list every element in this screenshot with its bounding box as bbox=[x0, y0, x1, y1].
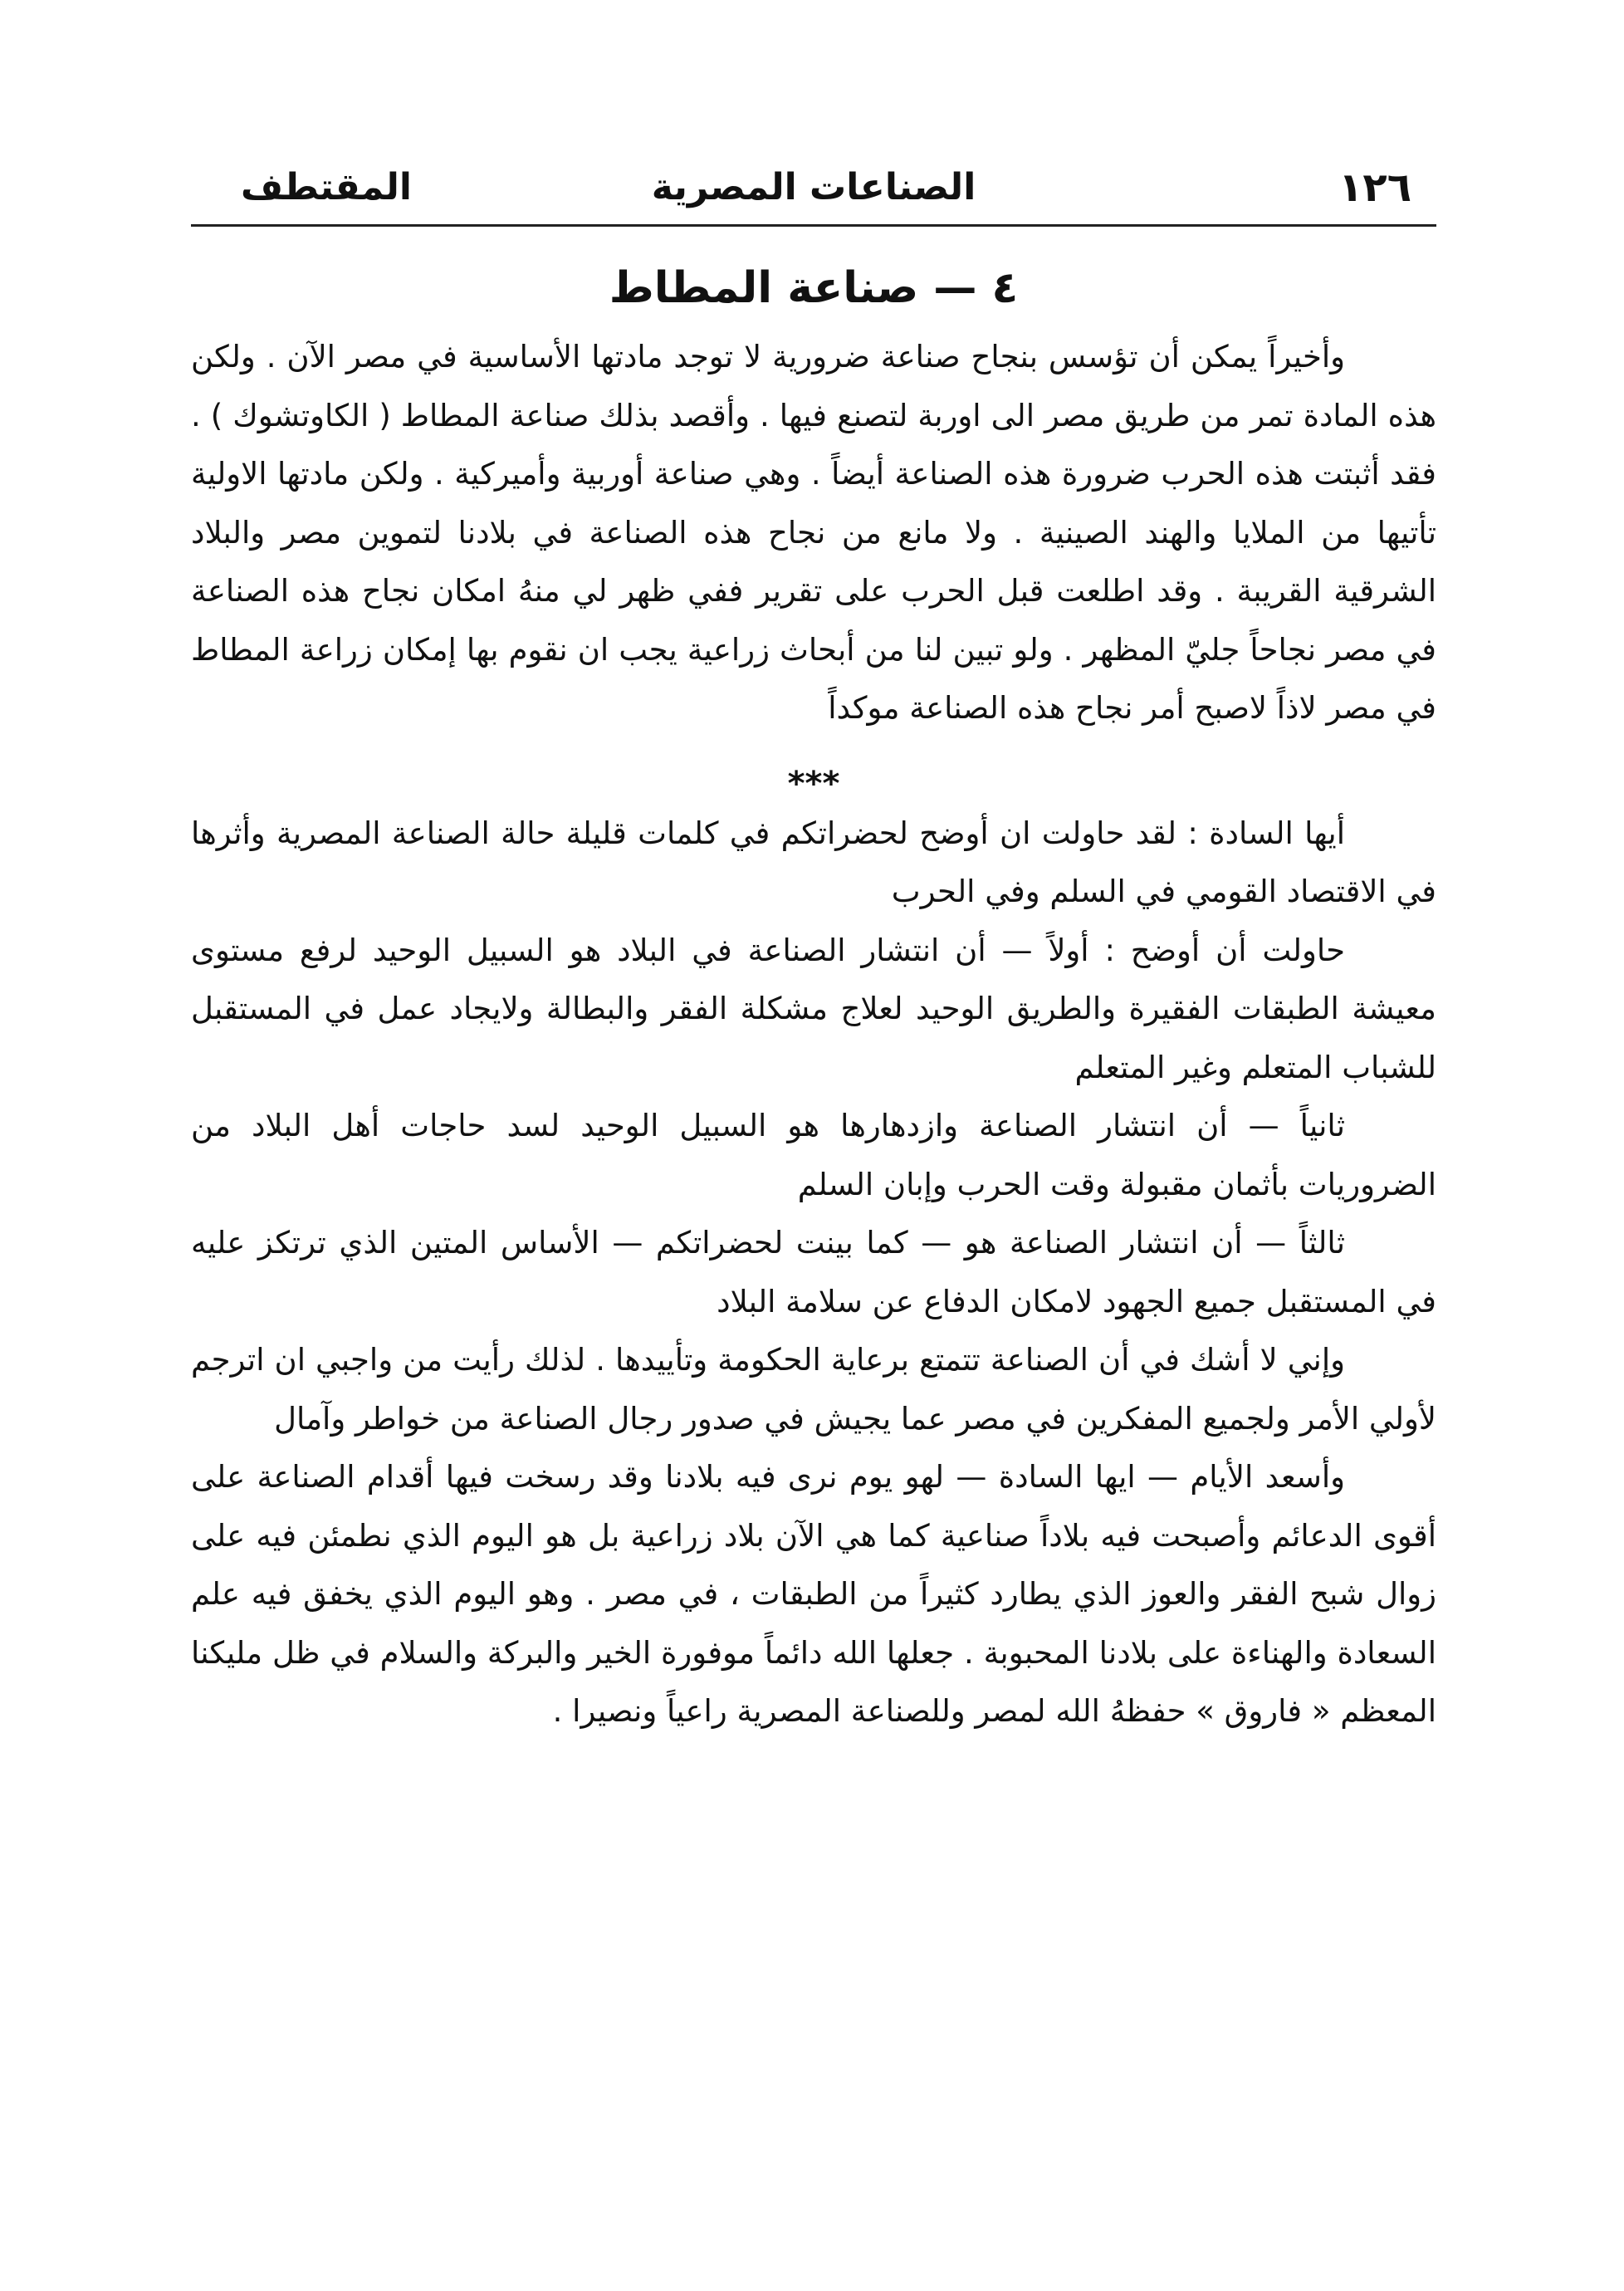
conclusion-paragraph-4: ثالثاً — أن انتشار الصناعة هو — كما بينت لحضراتكم — الأساس المتين الذي ترتكز عليه في المستقبل جميع الجهود لامكان الدفاع عن سلامة البلاد bbox=[191, 1225, 1436, 1319]
section-separator: *** bbox=[787, 764, 840, 803]
page-header bbox=[191, 158, 1436, 227]
page-number: ١٢٦ bbox=[1338, 164, 1411, 211]
rubber-industry-paragraph: وأخيراً يمكن أن تؤسس بنجاح صناعة ضرورية لا توجد مادتها الأساسية في مصر الآن . ولكن هذه المادة تمر من طريق مصر الى اوربة لتصنع فيها . وأقصد بذلك صناعة المطاط ( الكاوتشوك ) . فقد أثبتت هذه الحرب ضرورة هذه الصناعة أيضاً . وهي صناعة أوربية وأميركية . ولكن مادتها الاولية تأتيها من الملايا والهند الصينية . ولا مانع من نجاح هذه الصناعة في بلادنا لتموين مصر والبلاد الشرقية القريبة . وقد اطلعت قبل الحرب على تقرير ففي ظهر لي منهُ امكان نجاح هذه الصناعة في مصر نجاحاً جليّ المظهر . ولو تبين لنا من أبحاث زراعية يجب ان نقوم بها إمكان زراعة المطاط في مصر لاذاً لاصبح أمر نجاح هذه الصناعة موكداً bbox=[191, 339, 1436, 726]
conclusion-paragraph-3: ثانياً — أن انتشار الصناعة وازدهارها هو السبيل الوحيد لسد حاجات أهل البلاد من الضروريات بأثمان مقبولة وقت الحرب وإبان السلم bbox=[191, 1108, 1436, 1202]
conclusion-paragraph-1: أيها السادة : لقد حاولت ان أوضح لحضراتكم في كلمات قليلة حالة الصناعة المصرية وأثرها في الاقتصاد القومي في السلم وفي الحرب bbox=[191, 815, 1436, 909]
section-heading: ٤ — صناعة المطاط bbox=[609, 263, 1019, 313]
running-title: الصناعات المصرية bbox=[651, 166, 976, 208]
conclusion-paragraph-2: حاولت أن أوضح : أولاً — أن انتشار الصناعة في البلاد هو السبيل الوحيد لرفع مستوى معيشة الطبقات الفقيرة والطريق الوحيد لعلاج مشكلة الفقر والبطالة ولايجاد عمل في المستقبل للشباب المتعلم وغير المتعلم bbox=[191, 932, 1436, 1085]
document-page bbox=[191, 158, 1436, 1741]
conclusion-paragraph-6: وأسعد الأيام — ايها السادة — لهو يوم نرى فيه بلادنا وقد رسخت فيها أقدام الصناعة على أقوى الدعائم وأصبحت فيه بلاداً صناعية كما هي الآن بلاد زراعية بل هو اليوم الذي نطمئن فيه على زوال شبح الفقر والعوز الذي يطارد كثيراً من الطبقات ، في مصر . وهو اليوم الذي يخفق فيه علم السعادة والهناءة على بلادنا المحبوبة . جعلها الله دائماً موفورة الخير والبركة والسلام في ظل مليكنا المعظم « فاروق » حفظهُ الله لمصر وللصناعة المصرية راعياً ونصيرا . bbox=[191, 1459, 1436, 1729]
conclusion-paragraph-5: وإني لا أشك في أن الصناعة تتمتع برعاية الحكومة وتأييدها . لذلك رأيت من واجبي ان اترجم لأولي الأمر ولجميع المفكرين في مصر عما يجيش في صدور رجال الصناعة من خواطر وآمال bbox=[191, 1342, 1436, 1437]
journal-name: المقتطف bbox=[241, 166, 412, 208]
